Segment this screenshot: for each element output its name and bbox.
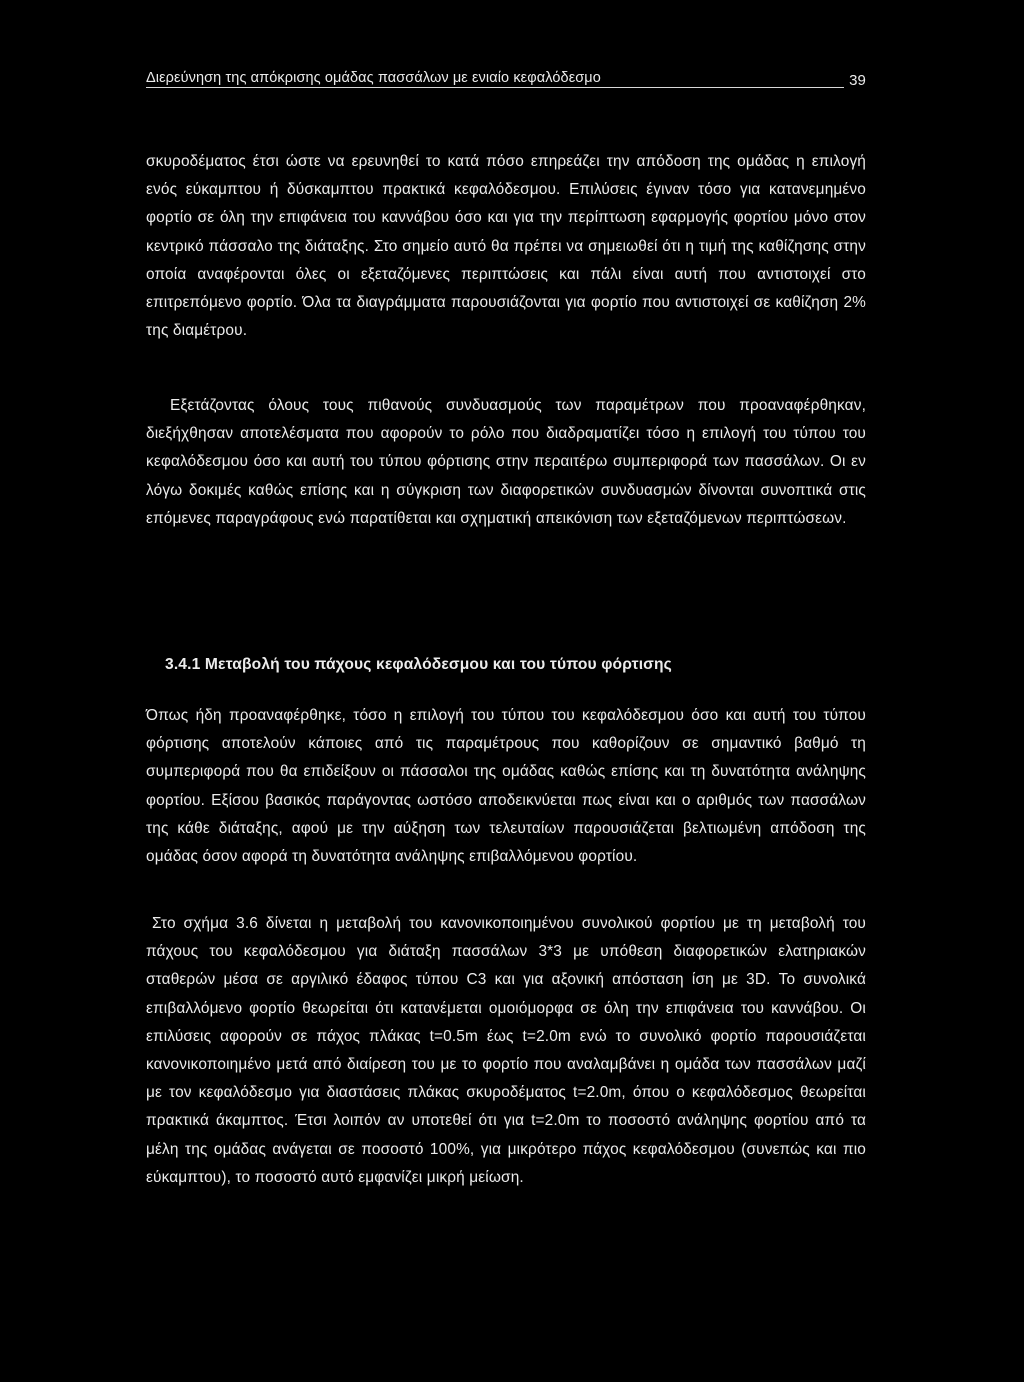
- paragraph-4: Στο σχήμα 3.6 δίνεται η μεταβολή του κανονικοποιημένου συνολικού φορτίου με τη μεταβολή του πάχους του κεφαλόδεσμου για διάταξη πασσάλων 3*3 με υπόθεση διαφορετικών ελατηριακών σταθερών μέσα σε αργιλικό έδαφος τύπου C3 και για αξονική απόσταση ίση με 3D. Το συνολικά επιβαλλόμενο φορτίο θεωρείται ότι κατανέμεται ομοιόμορφα σε όλη την επιφάνεια του καννάβου. Οι επιλύσεις αφορούν σε πάχος πλάκας t=0.5m έως t=2.0m ενώ το συνολικό φορτίο παρουσιάζεται κανονικοποιημένο μετά από διαίρεση του με το φορτίο που αναλαμβάνει η ομάδα των πασσάλων μαζί με τον κεφαλόδεσμο για διαστάσεις πλάκας σκυροδέματος t=2.0m, όπου ο κεφαλόδεσμος θεωρείται πρακτικά άκαμπτος. Έτσι λοιπόν αν υποτεθεί ότι για t=2.0m το ποσοστό ανάληψης φορτίου από τα μέλη της ομάδας ανάγεται σε ποσοστό 100%, για μικρότερο πάχος κεφαλόδεσμου (συνεπώς και πιο εύκαμπτου), το ποσοστό αυτό εμφανίζει μικρή μείωση.: [146, 915, 866, 1186]
- running-header: [146, 70, 866, 94]
- header-title: Διερεύνηση της απόκρισης ομάδας πασσάλων με ενιαίο κεφαλόδεσμο: [146, 70, 601, 86]
- section-heading: 3.4.1 Μεταβολή του πάχους κεφαλόδεσμου και του τύπου φόρτισης: [165, 656, 672, 673]
- paragraph-1: σκυροδέματος έτσι ώστε να ερευνηθεί το κατά πόσο επηρεάζει την απόδοση της ομάδας η επιλογή ενός εύκαμπτου ή δύσκαμπτου πρακτικά κεφαλόδεσμου. Επιλύσεις έγιναν τόσο για κατανεμημένο φορτίο σε όλη την επιφάνεια του καννάβου όσο και για την περίπτωση εφαρμογής φορτίου μόνο στον κεντρικό πάσσαλο της διάταξης. Στο σημείο αυτό θα πρέπει να σημειωθεί ότι η τιμή της καθίζησης στην οποία αναφέρονται όλες οι εξεταζόμενες περιπτώσεις και πάλι είναι αυτή που αντιστοιχεί στο επιτρεπόμενο φορτίο. Όλα τα διαγράμματα παρουσιάζονται για φορτίο που αντιστοιχεί σε καθίζηση 2% της διαμέτρου.: [146, 153, 866, 340]
- paragraph-3: Όπως ήδη προαναφέρθηκε, τόσο η επιλογή του τύπου του κεφαλόδεσμου όσο και αυτή του τύπου φόρτισης αποτελούν κάποιες από τις παραμέτρους που καθορίζουν σε σημαντικό βαθμό τη συμπεριφορά που θα επιδείξουν οι πάσσαλοι της ομάδας καθώς επίσης και τη δυνατότητα ανάληψης φορτίου. Εξίσου βασικός παράγοντας ωστόσο αποδεικνύεται πως είναι και ο αριθμός των πασσάλων της κάθε διάταξης, αφού με την αύξηση των τελευταίων παρουσιάζεται βελτιωμένη απόδοση της ομάδας όσον αφορά τη δυνατότητα ανάληψης επιβαλλόμενου φορτίου.: [146, 707, 866, 866]
- header-rule: [146, 87, 844, 88]
- paragraph-2: Εξετάζοντας όλους τους πιθανούς συνδυασμούς των παραμέτρων που προαναφέρθηκαν, διεξήχθησαν αποτελέσματα που αφορούν το ρόλο που διαδραματίζει τόσο η επιλογή του τύπου του κεφαλόδεσμου όσο και αυτή του τύπου φόρτισης στην περαιτέρω συμπεριφορά των πασσάλων. Οι εν λόγω δοκιμές καθώς επίσης και η σύγκριση των διαφορετικών συνδυασμών δίνονται συνοπτικά στις επόμενες παραγράφους ενώ παρατίθεται και σχηματική απεικόνιση των εξεταζόμενων περιπτώσεων.: [146, 397, 866, 527]
- page-number: 39: [849, 72, 866, 89]
